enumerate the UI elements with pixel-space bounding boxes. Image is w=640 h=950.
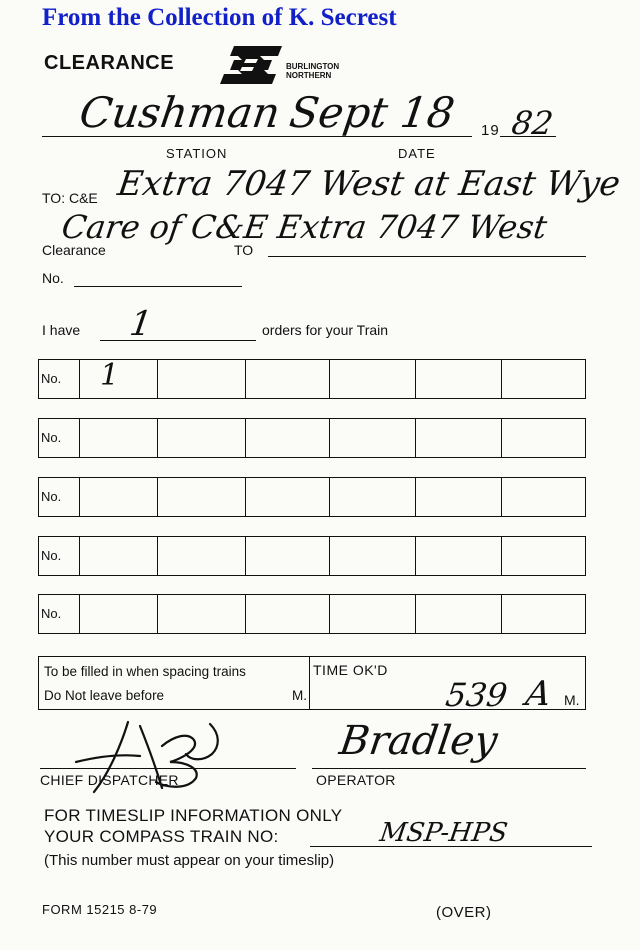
year-line — [500, 136, 556, 137]
clearance-label: Clearance — [42, 242, 106, 258]
time-value: 539 — [443, 676, 510, 714]
to-label: TO: C&E — [42, 190, 98, 206]
order-no-label: No. — [41, 606, 62, 621]
orders-count-line — [100, 340, 256, 341]
care-of-value: Care of C&E Extra 7047 West — [59, 208, 550, 246]
order-cell — [501, 478, 585, 516]
order-cell — [501, 595, 585, 633]
order-cell — [157, 360, 245, 398]
order-cell — [245, 537, 329, 575]
orders-label: orders for your Train — [262, 322, 389, 338]
order-no-label: No. — [41, 489, 62, 504]
to-value: Extra 7047 West at East Wye — [115, 164, 623, 204]
order-row — [38, 477, 586, 517]
operator-signature: Bradley — [336, 718, 501, 764]
logo-text — [286, 62, 339, 80]
no-line — [74, 286, 242, 287]
leave-before-m-label: M. — [292, 688, 307, 703]
order-cell — [415, 360, 501, 398]
leave-before-label: Do Not leave before — [44, 688, 165, 703]
i-have-label: I have — [42, 322, 81, 338]
order-cell — [329, 419, 415, 457]
order-cell — [501, 537, 585, 575]
compass-train-line — [310, 846, 592, 847]
order-number-value: 1 — [100, 358, 120, 393]
order-cell — [79, 537, 157, 575]
order-cell — [245, 360, 329, 398]
station-label: STATION — [166, 146, 228, 161]
order-cell — [415, 478, 501, 516]
order-no-cell — [39, 419, 79, 457]
order-cell — [79, 419, 157, 457]
order-no-cell — [39, 360, 79, 398]
time-ok-label: TIME OK'D — [313, 662, 388, 678]
orders-count-value: 1 — [127, 304, 155, 344]
order-no-cell — [39, 537, 79, 575]
order-no-cell — [39, 595, 79, 633]
year-suffix: 82 — [509, 104, 556, 142]
order-cell — [415, 595, 501, 633]
order-row — [38, 418, 586, 458]
order-cell — [415, 419, 501, 457]
logo-text-line2: NORTHERN — [286, 71, 332, 80]
order-row — [38, 594, 586, 634]
compass-train-value: MSP-HPS — [377, 818, 510, 848]
order-no-label: No. — [41, 430, 62, 445]
no-label: No. — [42, 270, 64, 286]
over-label: (OVER) — [436, 904, 492, 921]
spacing-label: To be filled in when spacing trains — [44, 664, 246, 679]
order-cell — [157, 537, 245, 575]
date-value: Sept 18 — [286, 88, 458, 137]
timeslip-note: (This number must appear on your timeslip) — [44, 852, 335, 869]
chief-dispatcher-label: CHIEF DISPATCHER — [40, 772, 179, 788]
clearance-to-label: TO — [234, 242, 254, 258]
order-cell — [245, 478, 329, 516]
order-cell — [157, 595, 245, 633]
order-cell — [329, 478, 415, 516]
collection-header: From the Collection of K. Secrest — [42, 4, 397, 31]
operator-label: OPERATOR — [316, 772, 396, 788]
time-ampm-value: A — [523, 674, 554, 714]
burlington-northern-logo — [220, 46, 282, 84]
form-number: FORM 15215 8-79 — [42, 902, 158, 917]
logo-text-line1: BURLINGTON — [286, 62, 340, 71]
order-cell — [415, 537, 501, 575]
date-label: DATE — [398, 146, 436, 161]
order-cell — [501, 419, 585, 457]
chief-dispatcher-line — [40, 768, 296, 769]
time-m-label: M. — [564, 692, 580, 708]
order-cell — [329, 360, 415, 398]
timeslip-line1: FOR TIMESLIP INFORMATION ONLY — [44, 806, 343, 825]
order-row — [38, 536, 586, 576]
station-value: Cushman — [76, 88, 284, 137]
order-no-label: No. — [41, 548, 62, 563]
station-date-line — [42, 136, 472, 137]
order-cell — [501, 360, 585, 398]
timeslip-line2: YOUR COMPASS TRAIN NO: — [44, 827, 279, 846]
order-cell — [245, 595, 329, 633]
order-row — [38, 359, 586, 399]
order-cell — [157, 419, 245, 457]
order-cell — [329, 595, 415, 633]
order-cell — [329, 537, 415, 575]
order-cell — [79, 360, 157, 398]
operator-line — [312, 768, 586, 769]
spacing-time-divider — [309, 657, 310, 709]
order-no-cell — [39, 478, 79, 516]
order-cell — [79, 478, 157, 516]
order-cell — [79, 595, 157, 633]
form-title: CLEARANCE — [44, 52, 175, 74]
clearance-to-line — [268, 256, 586, 257]
order-no-label: No. — [41, 371, 62, 386]
order-cell — [157, 478, 245, 516]
year-prefix: 19 — [481, 122, 500, 139]
order-cell — [245, 419, 329, 457]
